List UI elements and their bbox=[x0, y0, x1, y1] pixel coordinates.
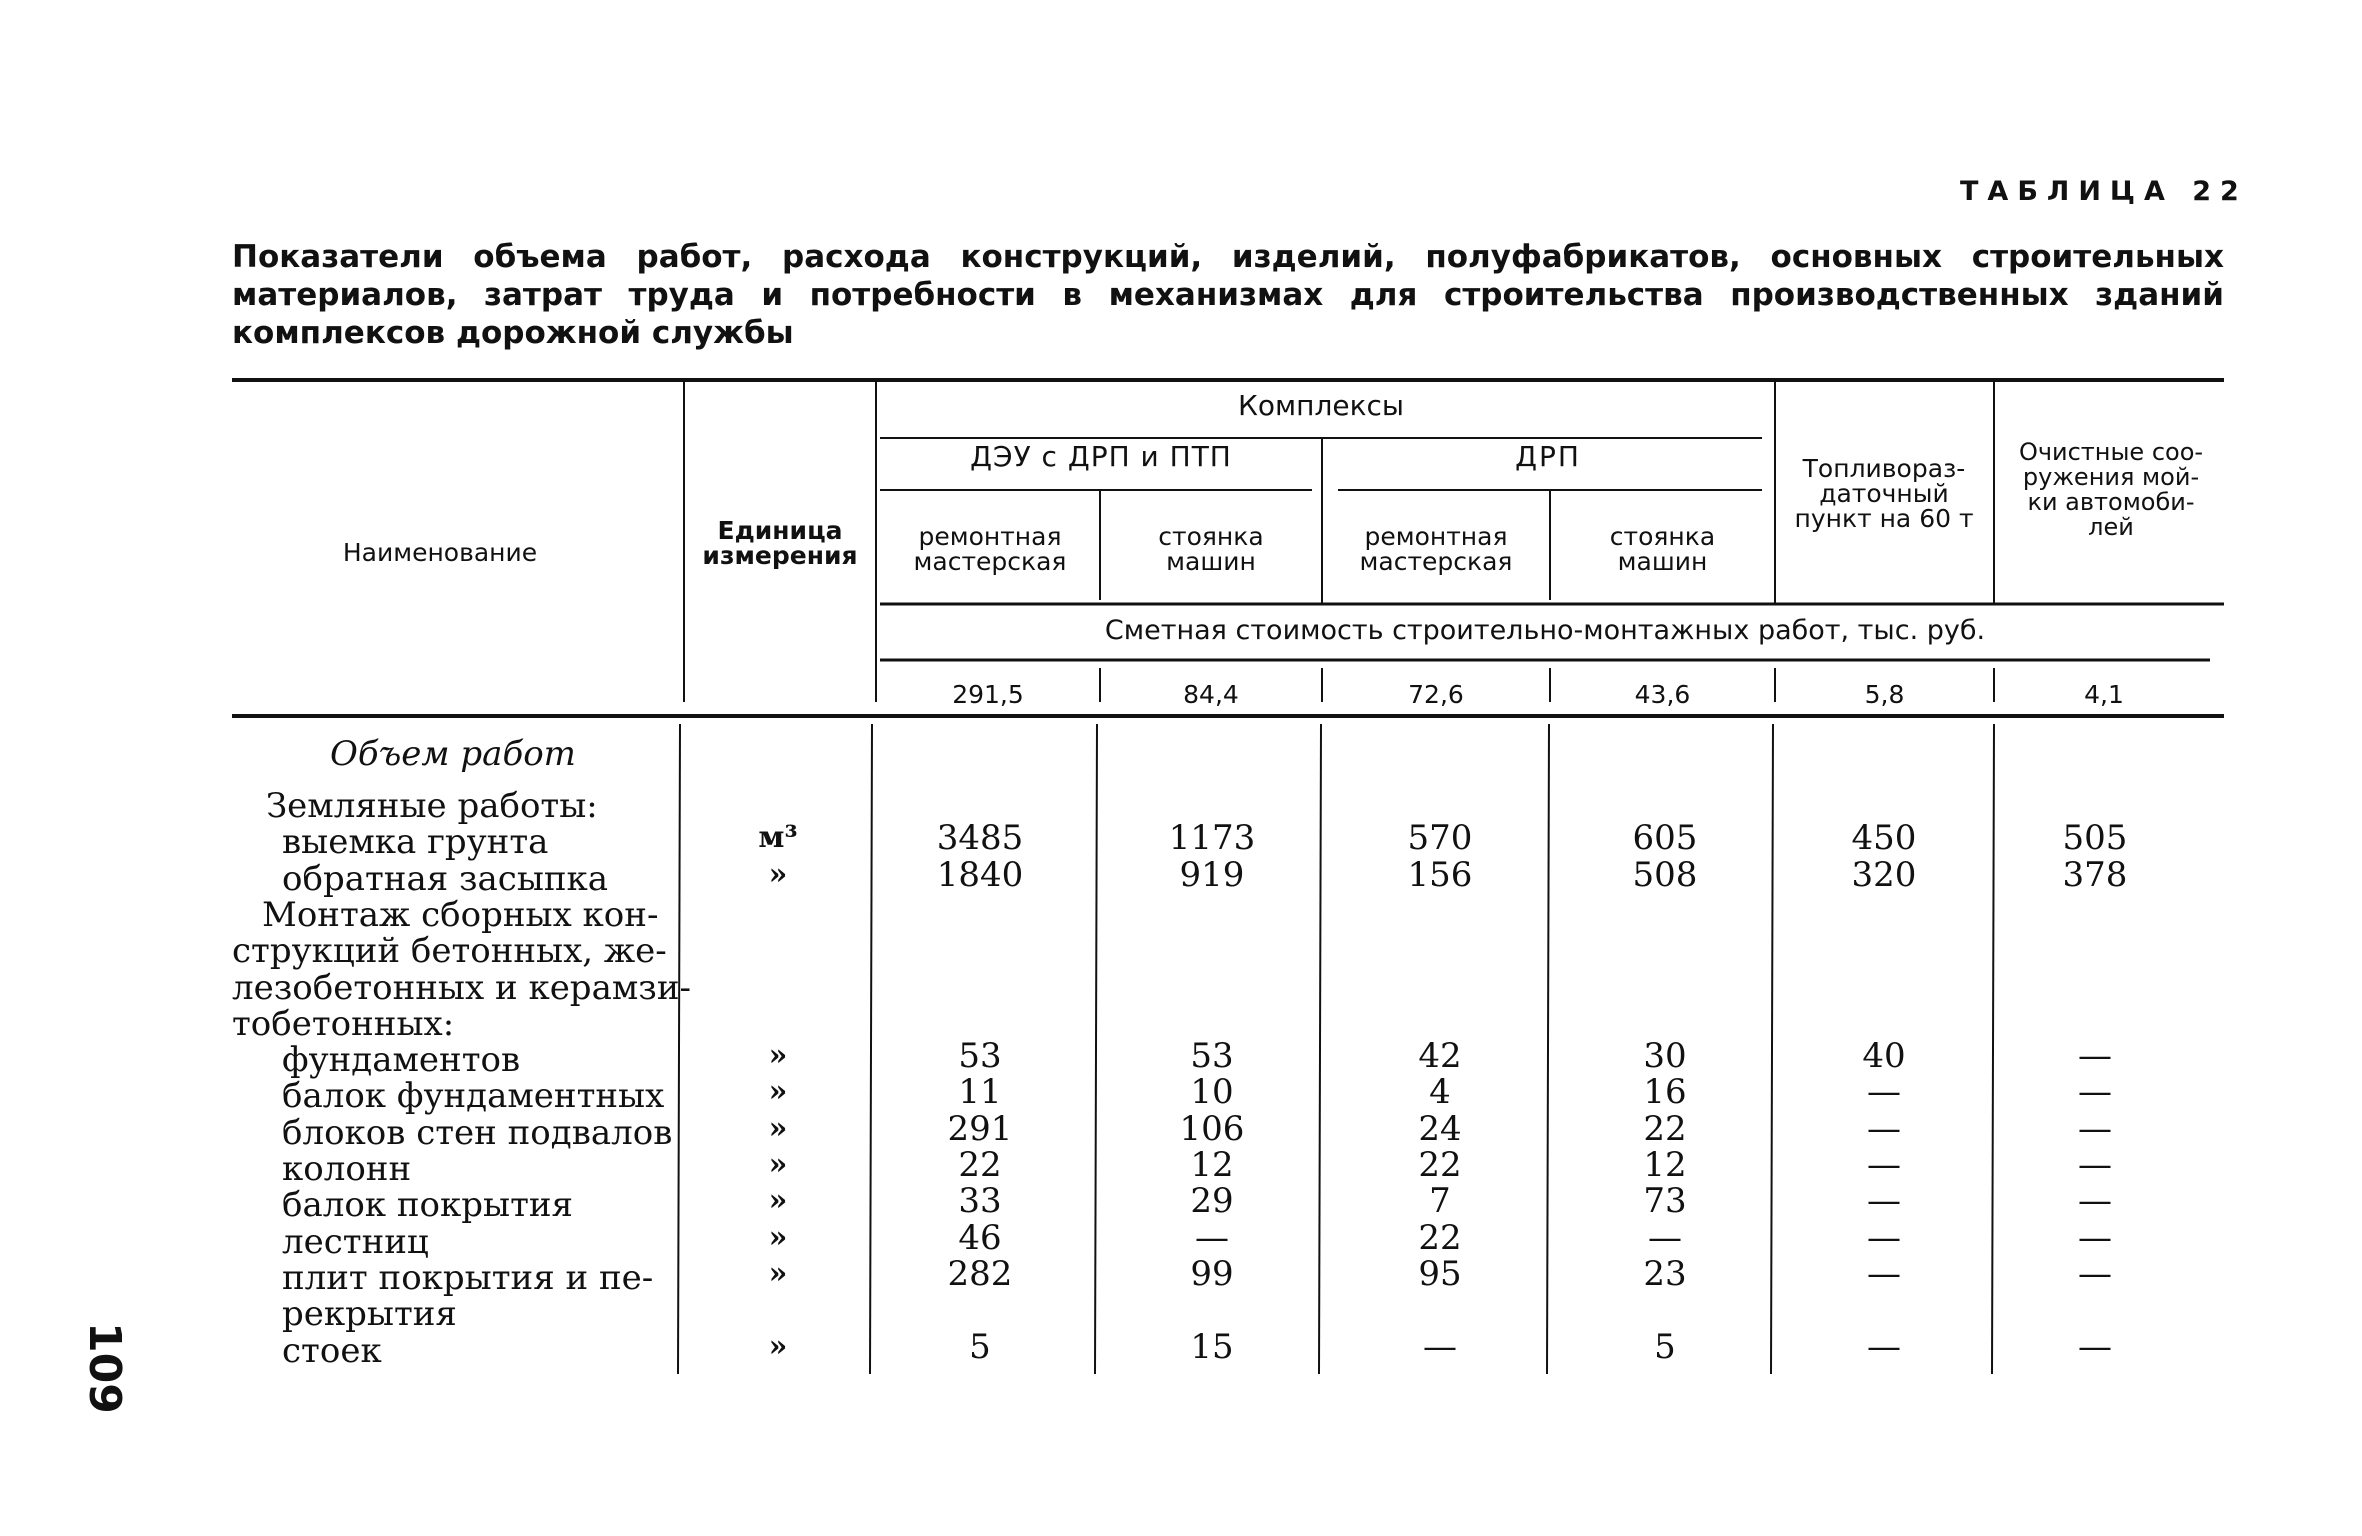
header-fuel-point bbox=[1778, 456, 1990, 531]
header-parking-2-line-1: стоянка bbox=[1609, 522, 1716, 551]
header-repair-1-line-1: ремонтная bbox=[918, 522, 1062, 551]
row-value: — bbox=[2078, 1145, 2112, 1185]
header-treatment-line-3: ки автомоби- bbox=[2027, 488, 2195, 516]
header-fuel-line-1: Топливораз- bbox=[1802, 454, 1966, 483]
header-treatment-line-4: лей bbox=[2088, 513, 2134, 541]
row-unit: м³ bbox=[758, 820, 798, 856]
header-repair-1-line-2: мастерская bbox=[913, 547, 1067, 576]
row-value: — bbox=[1867, 1072, 1901, 1113]
row-value: 16 bbox=[1643, 1072, 1687, 1113]
row-value: 24 bbox=[1418, 1108, 1462, 1149]
header-group-drp: ДРП bbox=[1515, 440, 1581, 473]
cost-value: 43,6 bbox=[1634, 680, 1691, 709]
row-name: колонн bbox=[282, 1149, 412, 1189]
header-unit-line-1: Единица bbox=[717, 516, 843, 545]
row-name: выемка грунта bbox=[282, 822, 549, 863]
page-number: 109 bbox=[79, 1322, 130, 1414]
row-value: — bbox=[1867, 1145, 1901, 1185]
row-value: 7 bbox=[1429, 1181, 1451, 1222]
row-value: — bbox=[1867, 1253, 1901, 1294]
header-cost-label: Сметная стоимость строительно-монтажных работ, тыс. руб. bbox=[1104, 615, 1986, 646]
row-name: струкций бетонных, же- bbox=[232, 931, 667, 972]
row-unit: » bbox=[768, 1147, 788, 1182]
row-value: 22 bbox=[958, 1145, 1002, 1185]
row-unit: » bbox=[768, 1038, 788, 1074]
row-value: 23 bbox=[1643, 1253, 1687, 1294]
row-value: 42 bbox=[1418, 1036, 1462, 1077]
row-value: 95 bbox=[1418, 1253, 1462, 1294]
row-value: — bbox=[2078, 1181, 2112, 1222]
row-unit: » bbox=[768, 1328, 788, 1364]
header-repair-1 bbox=[880, 524, 1100, 574]
row-value: — bbox=[2078, 1036, 2112, 1077]
row-value: — bbox=[1195, 1217, 1229, 1258]
header-parking-1-line-1: стоянка bbox=[1158, 522, 1264, 551]
row-name: блоков стен подвалов bbox=[282, 1112, 673, 1153]
row-value: 570 bbox=[1407, 818, 1473, 859]
row-unit: » bbox=[768, 1219, 788, 1255]
row-value: 106 bbox=[1179, 1108, 1245, 1149]
header-treatment bbox=[1998, 440, 2224, 540]
row-unit: » bbox=[768, 1183, 788, 1219]
row-value: 5 bbox=[969, 1326, 991, 1367]
row-name: обратная засыпка bbox=[282, 858, 609, 899]
row-unit: » bbox=[768, 1074, 788, 1110]
row-value: 53 bbox=[1190, 1036, 1234, 1077]
row-value: — bbox=[2078, 1253, 2112, 1294]
row-value: 46 bbox=[958, 1217, 1002, 1258]
row-value: — bbox=[1648, 1217, 1682, 1258]
row-value: 5 bbox=[1654, 1326, 1676, 1367]
row-name: плит покрытия и пе- bbox=[282, 1257, 654, 1298]
body-vline-4 bbox=[1319, 724, 1321, 1374]
row-value: 22 bbox=[1418, 1145, 1462, 1185]
body-vline-5 bbox=[1547, 724, 1549, 1374]
row-value: — bbox=[2078, 1072, 2112, 1113]
row-value: 53 bbox=[958, 1036, 1002, 1077]
body-vline-7 bbox=[1992, 724, 1994, 1374]
row-value: 30 bbox=[1643, 1036, 1687, 1077]
row-name: Монтаж сборных кон- bbox=[262, 894, 659, 935]
body-vline-2 bbox=[870, 724, 872, 1374]
row-value: — bbox=[1867, 1217, 1901, 1258]
body-vline-3 bbox=[1095, 724, 1097, 1374]
row-name: лестниц bbox=[282, 1221, 429, 1262]
row-value: 12 bbox=[1190, 1145, 1234, 1185]
row-value: 505 bbox=[2062, 818, 2128, 859]
row-value: — bbox=[2078, 1108, 2112, 1149]
header-repair-2-line-2: мастерская bbox=[1359, 547, 1513, 576]
row-value: 22 bbox=[1418, 1217, 1462, 1258]
cost-value: 5,8 bbox=[1864, 680, 1905, 709]
header-treatment-line-2: ружения мой- bbox=[2022, 463, 2200, 491]
row-value: 450 bbox=[1851, 818, 1917, 859]
row-value: 156 bbox=[1407, 854, 1473, 895]
section-title: Объем работ bbox=[330, 734, 576, 774]
row-name: балок фундаментных bbox=[282, 1076, 665, 1117]
table-label: ТАБЛИЦА 22 bbox=[1960, 176, 2248, 207]
row-name: рекрытия bbox=[282, 1294, 457, 1335]
cost-value: 72,6 bbox=[1408, 680, 1464, 709]
row-value: 40 bbox=[1862, 1036, 1906, 1077]
row-value: 919 bbox=[1179, 854, 1245, 895]
row-value: 12 bbox=[1643, 1145, 1687, 1185]
row-value: — bbox=[1867, 1326, 1901, 1367]
header-unit-line-2: измерения bbox=[702, 541, 858, 570]
row-name: стоек bbox=[282, 1330, 382, 1371]
row-name: Земляные работы: bbox=[266, 786, 598, 826]
row-value: 282 bbox=[947, 1253, 1013, 1294]
row-value: 508 bbox=[1632, 854, 1698, 895]
cost-value: 84,4 bbox=[1183, 680, 1239, 709]
row-name: тобетонных: bbox=[232, 1003, 455, 1044]
header-parking-1-line-2: машин bbox=[1166, 547, 1256, 576]
row-value: 15 bbox=[1190, 1326, 1234, 1367]
row-value: 1840 bbox=[936, 854, 1024, 895]
cost-value: 291,5 bbox=[952, 680, 1024, 709]
row-unit: » bbox=[768, 1110, 788, 1146]
row-value: — bbox=[1423, 1326, 1457, 1367]
header-complexes: Комплексы bbox=[1238, 389, 1404, 422]
row-value: 10 bbox=[1190, 1072, 1234, 1113]
row-value: 3485 bbox=[936, 818, 1024, 859]
header-repair-2 bbox=[1322, 524, 1550, 574]
row-value: — bbox=[2078, 1217, 2112, 1258]
cost-value: 4,1 bbox=[2084, 680, 2124, 709]
row-value: — bbox=[1867, 1108, 1901, 1149]
row-value: 22 bbox=[1643, 1108, 1687, 1149]
row-unit: » bbox=[768, 1255, 788, 1291]
row-value: — bbox=[2078, 1326, 2112, 1367]
header-group-deu: ДЭУ с ДРП и ПТП bbox=[970, 440, 1232, 473]
row-value: 320 bbox=[1851, 854, 1917, 895]
table-caption: Показатели объема работ, расхода конструкций, изделий, полуфабрикатов, основных строительных материалов, затрат труда и потребности в механизмах для строительства производственных зданий комплексов дорожной службы bbox=[232, 239, 2224, 351]
row-name: балок покрытия bbox=[282, 1185, 573, 1226]
header-fuel-line-3: пункт на 60 т bbox=[1794, 504, 1974, 533]
row-value: 378 bbox=[2062, 854, 2128, 895]
row-value: 291 bbox=[947, 1108, 1013, 1149]
header-parking-1 bbox=[1100, 524, 1322, 574]
row-value: 73 bbox=[1643, 1181, 1687, 1222]
body-vline-1 bbox=[678, 724, 680, 1374]
row-value: 605 bbox=[1632, 818, 1698, 859]
header-fuel-line-2: даточный bbox=[1819, 479, 1949, 508]
row-value: 33 bbox=[958, 1181, 1002, 1222]
row-unit: » bbox=[768, 856, 788, 892]
row-value: 29 bbox=[1190, 1181, 1234, 1222]
row-value: 4 bbox=[1429, 1072, 1451, 1113]
header-treatment-line-1: Очистные соо- bbox=[2018, 438, 2204, 466]
row-value: — bbox=[1867, 1181, 1901, 1222]
header-unit bbox=[688, 518, 872, 568]
header-parking-2 bbox=[1550, 524, 1775, 574]
row-value: 1173 bbox=[1168, 818, 1256, 859]
row-value: 99 bbox=[1190, 1253, 1234, 1294]
row-name: фундаментов bbox=[282, 1040, 521, 1081]
row-value: 11 bbox=[958, 1072, 1002, 1113]
header-repair-2-line-1: ремонтная bbox=[1364, 522, 1508, 551]
header-parking-2-line-2: машин bbox=[1617, 547, 1708, 576]
body-vline-6 bbox=[1771, 724, 1773, 1374]
row-name: лезобетонных и керамзи- bbox=[232, 967, 691, 1008]
header-name: Наименование bbox=[342, 538, 538, 567]
